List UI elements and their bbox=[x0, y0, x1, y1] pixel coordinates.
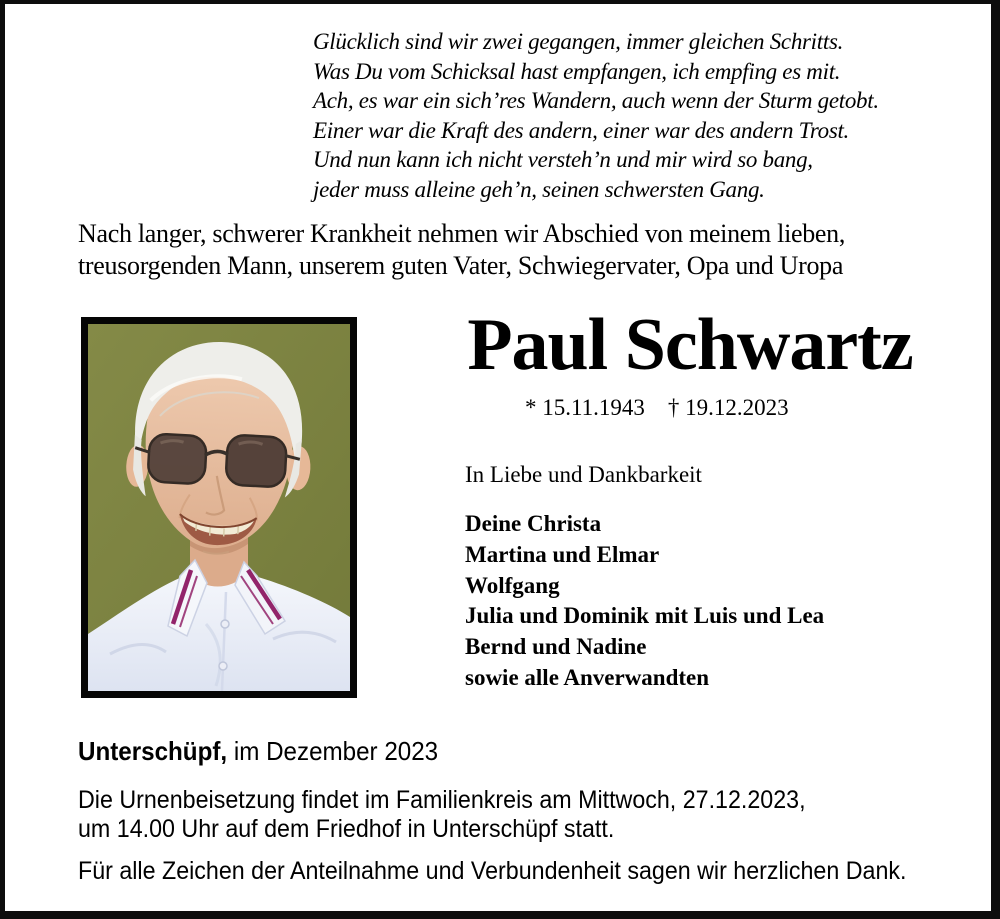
poem-line: Was Du vom Schicksal hast empfangen, ich empfing es mit. bbox=[313, 58, 841, 84]
funeral-info bbox=[78, 786, 806, 843]
mourner-line: Wolfgang bbox=[465, 572, 560, 598]
life-dates bbox=[525, 395, 789, 421]
announcement-line: Nach langer, schwerer Krankheit nehmen wir Abschied von meinem lieben, bbox=[78, 219, 846, 248]
funeral-line: Die Urnenbeisetzung findet im Familienkreis am Mittwoch, 27.12.2023, bbox=[78, 786, 806, 814]
portrait-illustration bbox=[88, 324, 350, 691]
death-date: † 19.12.2023 bbox=[667, 395, 789, 420]
poem-line: Und nun kann ich nicht versteh’n und mir wird so bang, bbox=[313, 147, 813, 172]
place-name: Unterschüpf, bbox=[78, 736, 228, 766]
mourners-list bbox=[465, 509, 824, 694]
birth-date: * 15.11.1943 bbox=[525, 395, 645, 420]
mourner-line: Bernd und Nadine bbox=[465, 634, 647, 660]
poem-line: Glücklich sind wir zwei gegangen, immer gleichen Schritts. bbox=[313, 29, 844, 54]
funeral-line: um 14.00 Uhr auf dem Friedhof in Unterschüpf statt. bbox=[78, 814, 615, 843]
poem-line: Ach, es war ein sich’res Wandern, auch wenn der Sturm getobt. bbox=[313, 88, 879, 113]
date-text: im Dezember 2023 bbox=[227, 736, 439, 766]
announcement-line: treusorgenden Mann, unserem guten Vater, Schwiegervater, Opa und Uropa bbox=[78, 251, 844, 280]
poem-line: Einer war die Kraft des andern, einer war des andern Trost. bbox=[313, 117, 850, 143]
deceased-name: Paul Schwartz bbox=[467, 304, 913, 386]
tribute-intro: In Liebe und Dankbarkeit bbox=[465, 462, 702, 487]
memorial-photo bbox=[81, 317, 357, 698]
place-and-date bbox=[78, 737, 438, 765]
mourner-line: Julia und Dominik mit Luis und Lea bbox=[465, 603, 825, 629]
poem bbox=[313, 27, 879, 204]
poem-line: jeder muss alleine geh’n, seinen schwersten Gang. bbox=[313, 176, 765, 202]
death-announcement bbox=[78, 218, 845, 282]
mourner-line: Deine Christa bbox=[465, 511, 602, 536]
thanks-line: Für alle Zeichen der Anteilnahme und Verbundenheit sagen wir herzlichen Dank. bbox=[78, 857, 907, 885]
mourner-line: Martina und Elmar bbox=[465, 541, 660, 567]
mourner-line: sowie alle Anverwandten bbox=[465, 664, 710, 690]
